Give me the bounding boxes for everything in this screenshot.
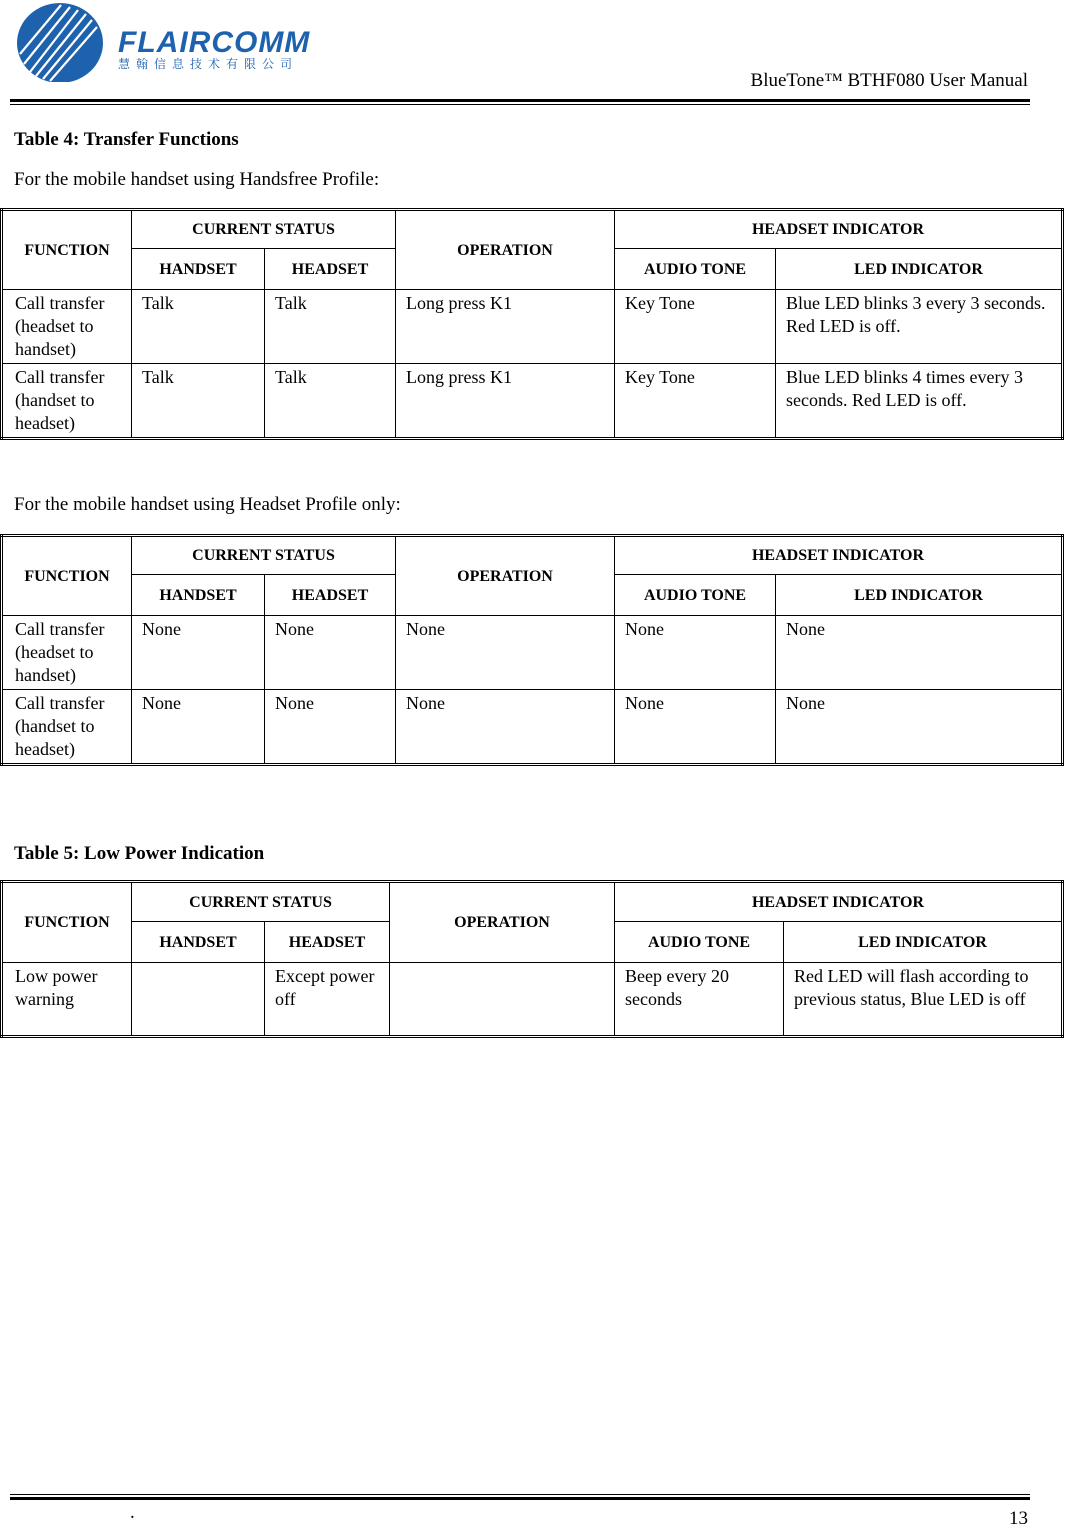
col-led-indicator: LED INDICATOR	[784, 922, 1063, 963]
page-number: 13	[1009, 1508, 1028, 1529]
headset-table	[0, 534, 1064, 766]
col-audio-tone: AUDIO TONE	[615, 575, 776, 616]
header-rule-thin	[10, 104, 1030, 105]
cell-audio-tone: Key Tone	[615, 364, 776, 439]
logo-subtext: 慧翰信息技术有限公司	[118, 57, 299, 71]
cell-audio-tone: None	[615, 690, 776, 765]
handsfree-intro: For the mobile handset using Handsfree Profile:	[14, 169, 380, 190]
cell-headset: None	[265, 690, 396, 765]
col-function: FUNCTION	[2, 210, 132, 290]
cell-led: None	[776, 616, 1063, 690]
cell-function: Call transfer (handset to headset)	[2, 364, 132, 439]
header-rule	[10, 99, 1030, 102]
col-operation: OPERATION	[396, 210, 615, 290]
cell-led: Blue LED blinks 3 every 3 seconds. Red LED is off.	[776, 290, 1063, 364]
footer-rule-thin	[10, 1494, 1030, 1495]
cell-audio-tone: None	[615, 616, 776, 690]
cell-audio-tone: Key Tone	[615, 290, 776, 364]
cell-headset: Talk	[265, 364, 396, 439]
col-headset-indicator: HEADSET INDICATOR	[615, 210, 1063, 249]
cell-handset: Talk	[132, 364, 265, 439]
handsfree-table	[0, 208, 1064, 440]
col-audio-tone: AUDIO TONE	[615, 922, 784, 963]
table-row	[2, 616, 1063, 690]
table5-heading: Table 5: Low Power Indication	[14, 843, 265, 864]
table-row	[2, 290, 1063, 364]
col-audio-tone: AUDIO TONE	[615, 249, 776, 290]
cell-led: Red LED will flash according to previous status, Blue LED is off	[784, 963, 1063, 1037]
col-headset: HEADSET	[265, 922, 390, 963]
col-handset: HANDSET	[132, 575, 265, 616]
col-current-status: CURRENT STATUS	[132, 210, 396, 249]
logo-globe-icon	[16, 2, 116, 82]
col-led-indicator: LED INDICATOR	[776, 575, 1063, 616]
col-headset-indicator: HEADSET INDICATOR	[615, 882, 1063, 922]
cell-operation	[390, 963, 615, 1037]
cell-function: Call transfer (headset to handset)	[2, 290, 132, 364]
cell-led: None	[776, 690, 1063, 765]
cell-handset: None	[132, 690, 265, 765]
cell-handset	[132, 963, 265, 1037]
cell-function: Call transfer (handset to headset)	[2, 690, 132, 765]
cell-function: Call transfer (headset to handset)	[2, 616, 132, 690]
cell-headset: Talk	[265, 290, 396, 364]
col-function: FUNCTION	[2, 882, 132, 963]
cell-handset: Talk	[132, 290, 265, 364]
col-headset-indicator: HEADSET INDICATOR	[615, 536, 1063, 575]
table4-heading: Table 4: Transfer Functions	[14, 129, 239, 150]
lowpower-table	[0, 880, 1064, 1038]
document-title: BlueTone™ BTHF080 User Manual	[750, 70, 1028, 91]
col-function: FUNCTION	[2, 536, 132, 616]
cell-function: Low power warning	[2, 963, 132, 1037]
table-row	[2, 690, 1063, 765]
logo-text: FLAIRCOMM	[118, 26, 311, 59]
cell-handset: None	[132, 616, 265, 690]
cell-operation: None	[396, 690, 615, 765]
footer-rule	[10, 1497, 1030, 1500]
col-headset: HEADSET	[265, 575, 396, 616]
col-current-status: CURRENT STATUS	[132, 536, 396, 575]
cell-operation: Long press K1	[396, 364, 615, 439]
col-operation: OPERATION	[396, 536, 615, 616]
cell-headset: Except power off	[265, 963, 390, 1037]
footer-dot: .	[130, 1502, 135, 1523]
headset-intro: For the mobile handset using Headset Profile only:	[14, 494, 401, 515]
col-operation: OPERATION	[390, 882, 615, 963]
table-row	[2, 963, 1063, 1037]
cell-led: Blue LED blinks 4 times every 3 seconds. Red LED is off.	[776, 364, 1063, 439]
col-headset: HEADSET	[265, 249, 396, 290]
table-row	[2, 364, 1063, 439]
cell-operation: Long press K1	[396, 290, 615, 364]
cell-headset: None	[265, 616, 396, 690]
col-handset: HANDSET	[132, 249, 265, 290]
cell-operation: None	[396, 616, 615, 690]
col-handset: HANDSET	[132, 922, 265, 963]
col-current-status: CURRENT STATUS	[132, 882, 390, 922]
cell-audio-tone: Beep every 20 seconds	[615, 963, 784, 1037]
col-led-indicator: LED INDICATOR	[776, 249, 1063, 290]
